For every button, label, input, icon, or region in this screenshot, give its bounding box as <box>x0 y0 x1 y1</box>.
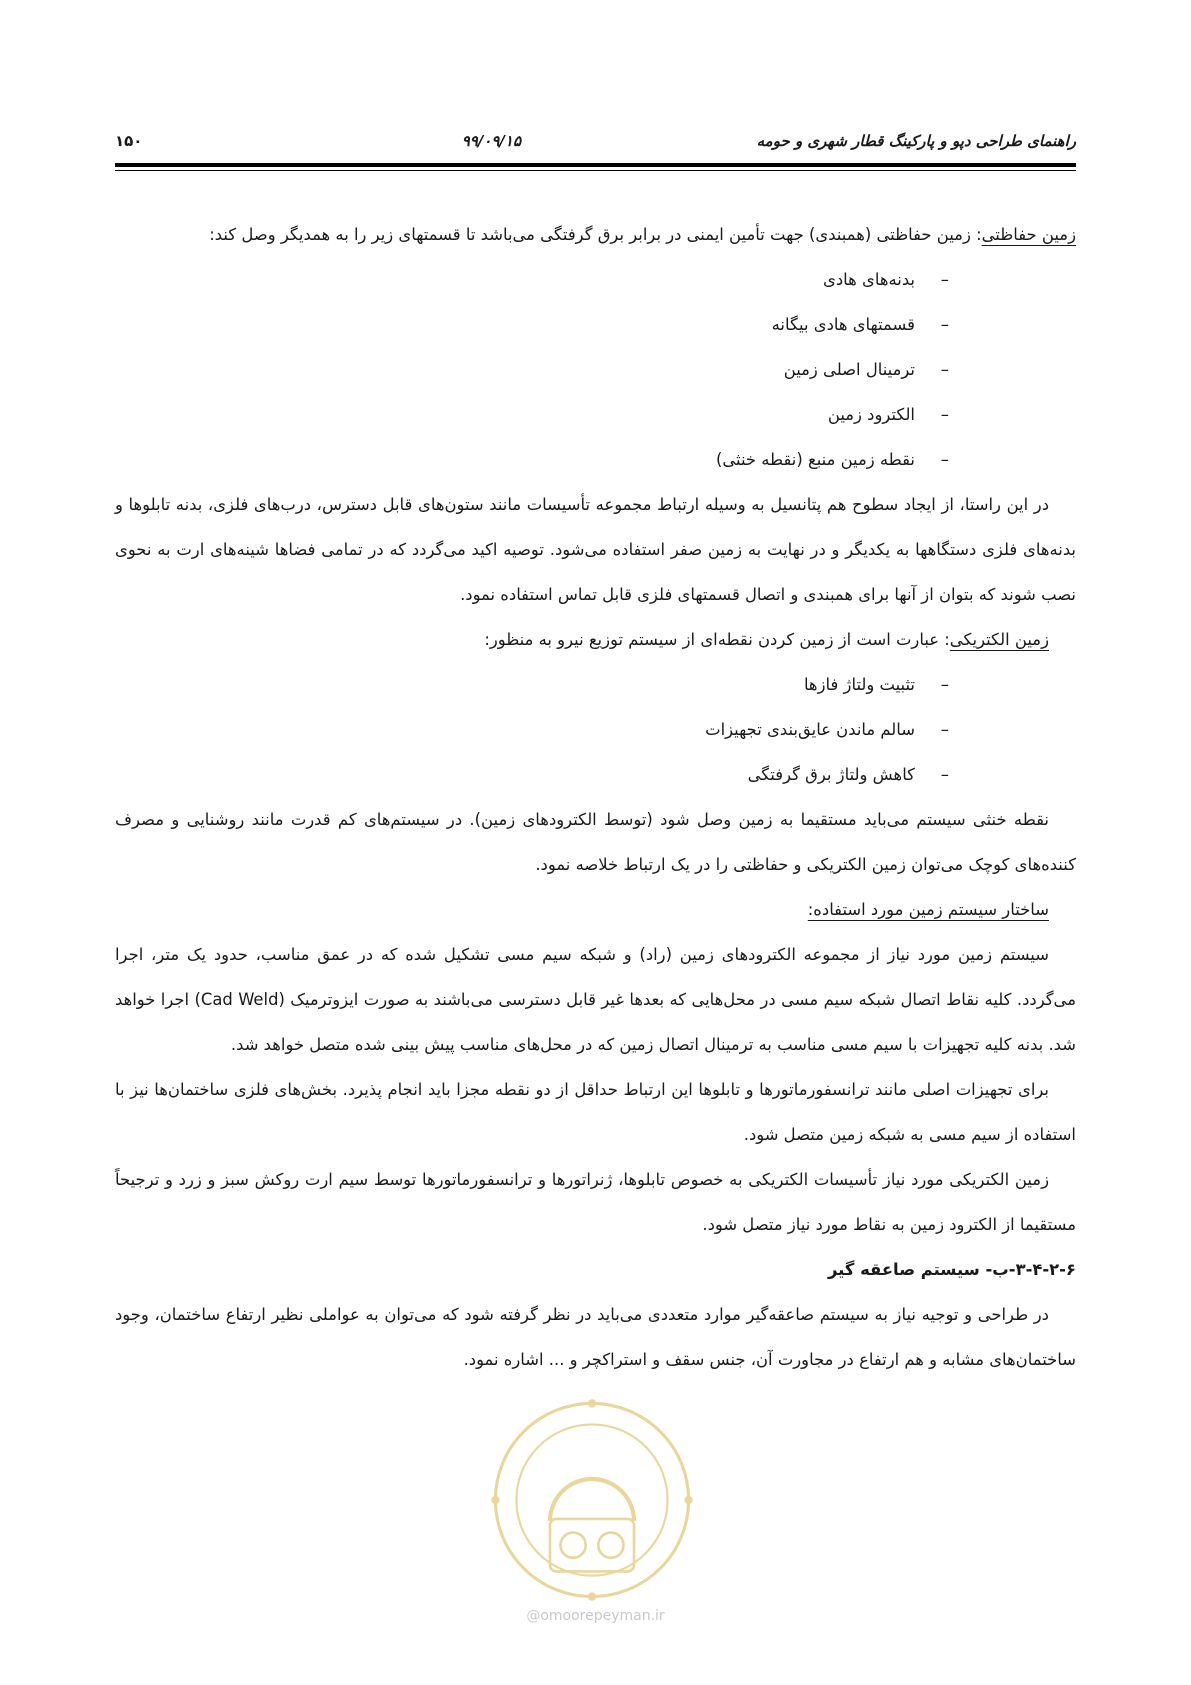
dash-bullet: – <box>940 315 949 334</box>
dash-bullet: – <box>940 720 949 739</box>
list-item-text: ترمینال اصلی زمین <box>783 360 915 379</box>
page-number: ۱۵۰ <box>115 132 143 150</box>
list-item <box>115 437 949 482</box>
header-date: ۹۹/۰۹/۱۵ <box>461 132 521 150</box>
dash-bullet: – <box>940 450 949 469</box>
dash-bullet: – <box>940 360 949 379</box>
list-item-text: سالم ماندن عایق‌بندی تجهیزات <box>705 720 915 739</box>
watermark-url: @omoorepeyman.ir <box>526 1608 665 1624</box>
document-body <box>115 212 1076 1382</box>
list-item-text: تثبیت ولتاژ فازها <box>803 675 915 694</box>
subheading-earth-structure <box>115 887 1076 932</box>
section-heading-lightning: ۳-۴-۲-۶-ب- سیستم صاعقه گیر <box>827 1260 1076 1279</box>
paragraph-earth-system: سیستم زمین مورد نیاز از مجموعه الکترودهای زمین (راد) و شبکه سیم مسی تشکیل شده که در عمق مناسب، حدود یک متر، اجرا می‌گردد. کلیه نقاط اتصال شبکه سیم مسی در محل‌هایی که بعدها غیر قابل دسترسی می‌باشند به صورت ایزوترمیک (Cad Weld) اجرا خواهد شد. بدنه کلیه تجهیزات با سیم مسی مناسب به ترمینال اتصال زمین که در محل‌های مناسب پیش بینی شده متصل خواهد شد. <box>115 945 1076 1054</box>
list-item <box>115 662 949 707</box>
list-item-text: کاهش ولتاژ برق گرفتگی <box>747 765 915 784</box>
list-item-text: قسمتهای هادی بیگانه <box>771 315 915 334</box>
dash-bullet: – <box>940 765 949 784</box>
paragraph-text: : عبارت است از زمین کردن نقطه‌ای از سیستم توزیع نیرو به منظور: <box>484 630 950 649</box>
list-item <box>115 257 949 302</box>
list-item <box>115 347 949 392</box>
dash-bullet: – <box>940 270 949 289</box>
paragraph-protective-earth <box>115 212 1076 257</box>
dash-bullet: – <box>940 675 949 694</box>
paragraph-electrical-installations: زمین الکتریکی مورد نیاز تأسیسات الکتریکی به خصوص تابلوها، ژنراتورها و ترانسفورماتورها توسط سیم ارت روکش سبز و زرد و ترجیحاً مستقیما از الکترود زمین به نقاط مورد نیاز متصل شود. <box>115 1170 1076 1234</box>
header-rule-thin <box>115 170 1076 171</box>
paragraph-equipotential: در این راستا، از ایجاد سطوح هم پتانسیل به وسیله ارتباط مجموعه تأسیسات مانند ستون‌های قابل دسترس، درب‌های فلزی، بدنه تابلوها و بدنه‌های فلزی دستگاهها به یکدیگر و در نهایت به زمین صفر استفاده می‌شود. توصیه اکید می‌گردد که در تمامی فضاها شینه‌های ارت به نحوی نصب شوند که بتوان از آنها برای همبندی و اتصال قسمتهای فلزی قابل تماس استفاده نمود. <box>115 495 1076 604</box>
paragraph-lightning: در طراحی و توجیه نیاز به سیستم صاعقه‌گیر موارد متعددی می‌باید در نظر گرفته شود که می‌توان به عواملی نظیر ارتفاع ساختمان، وجود ساختمان‌های مشابه و هم ارتفاع در مجاورت آن، جنس سقف و استراکچر و ... اشاره نمود. <box>115 1305 1076 1369</box>
electrical-earth-list <box>115 662 1076 797</box>
paragraph-neutral-point: نقطه خنثی سیستم می‌باید مستقیما به زمین وصل شود (توسط الکترودهای زمین). در سیستم‌های کم قدرت مانند روشنایی و مصرف کننده‌های کوچک می‌توان زمین الکتریکی و حفاظتی را در یک ارتباط خلاصه نمود. <box>115 810 1076 874</box>
list-item <box>115 707 949 752</box>
paragraph-text: : زمین حفاظتی (همبندی) جهت تأمین ایمنی در برابر برق گرفتگی می‌باشد تا قسمتهای زیر را به همدیگر وصل کند: <box>209 225 982 244</box>
list-item-text: الکترود زمین <box>827 405 915 424</box>
protective-earth-list <box>115 257 1076 482</box>
subheading-text: ساختار سیستم زمین مورد استفاده: <box>807 900 1049 919</box>
list-item-text: نقطه زمین منبع (نقطه خنثی) <box>715 450 915 469</box>
header-rule-thick <box>115 163 1076 167</box>
list-item <box>115 752 949 797</box>
list-item-text: بدنه‌های هادی <box>823 270 915 289</box>
header-title: راهنمای طراحی دپو و پارکینگ قطار شهری و حومه <box>756 132 1076 150</box>
list-item <box>115 392 949 437</box>
watermark-seal <box>487 1395 697 1605</box>
term-protective-earth: زمین حفاظتی <box>981 225 1076 244</box>
paragraph-electrical-earth <box>115 617 1076 662</box>
paragraph-main-equipment: برای تجهیزات اصلی مانند ترانسفورماتورها و تابلوها این ارتباط حداقل از دو نقطه مجزا باید انجام پذیرد. بخش‌های فلزی ساختمان‌ها نیز با استفاده از سیم مسی به شبکه زمین متصل شود. <box>115 1080 1076 1144</box>
page-header <box>115 128 1076 168</box>
dash-bullet: – <box>940 405 949 424</box>
term-electrical-earth: زمین الکتریکی <box>949 630 1049 649</box>
list-item <box>115 302 949 347</box>
